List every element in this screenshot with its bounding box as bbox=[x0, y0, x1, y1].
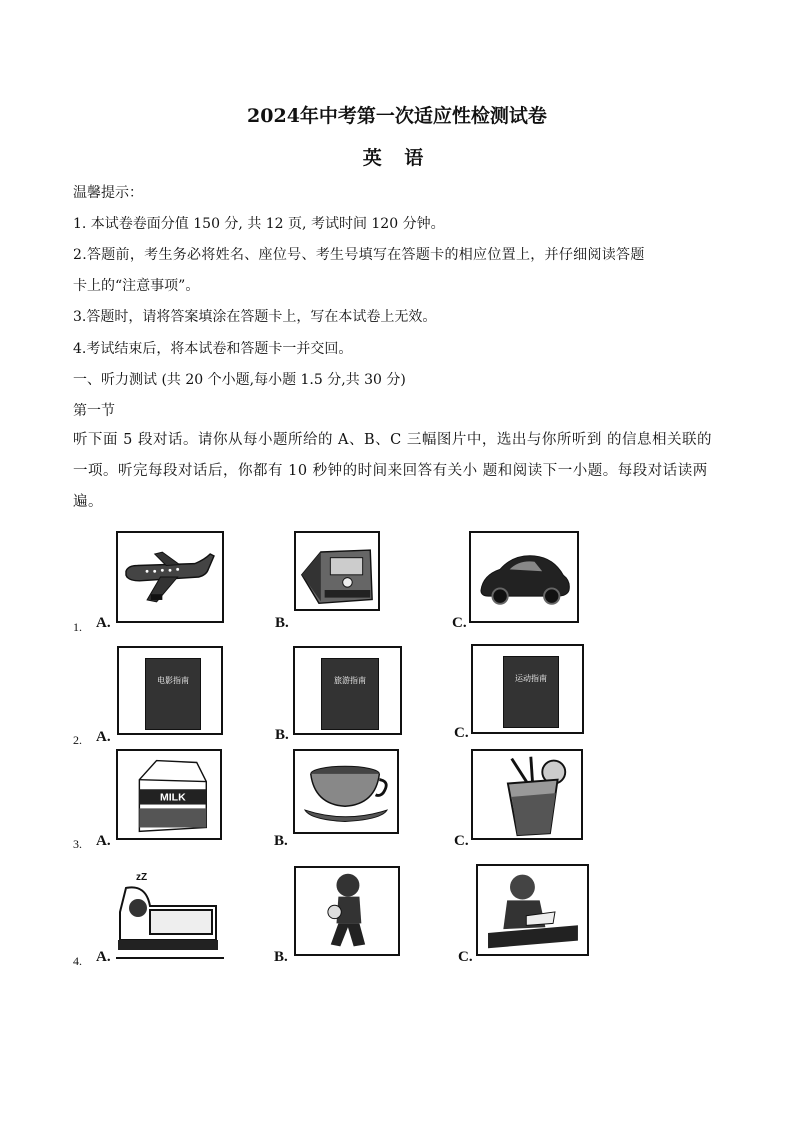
part-heading: 第一节 bbox=[73, 403, 115, 419]
instructions: 听下面 5 段对话。请你从每小题所给的 A、B、C 三幅图片中，选出与你所听到 的信息相关联的一项。听完每段对话后，你都有 10 秒钟的时间来回答有关小 题和阅读下一小题。每段对话读两遍。 bbox=[73, 432, 712, 510]
milk-carton-picture bbox=[116, 749, 222, 840]
book-title: 运动指南 bbox=[515, 674, 547, 683]
question-number: 1. bbox=[73, 620, 82, 634]
boy-with-ball-picture bbox=[294, 866, 400, 956]
question-number: 4. bbox=[73, 954, 82, 968]
train-picture bbox=[294, 531, 380, 611]
option-letter: B. bbox=[274, 833, 288, 849]
airplane-icon bbox=[118, 533, 222, 621]
milk-label: MILK bbox=[159, 791, 186, 804]
option-letter: C. bbox=[458, 949, 473, 965]
option-letter: B. bbox=[275, 615, 289, 631]
subject-title: 英 语 bbox=[362, 147, 432, 169]
option-letter: A. bbox=[96, 833, 111, 849]
book-picture bbox=[471, 644, 584, 734]
boy-with-ball-icon bbox=[296, 868, 398, 954]
option-letter: C. bbox=[454, 833, 469, 849]
tip-item: 2.答题前，考生务必将姓名、座位号、考生号填写在答题卡的相应位置上，并仔细阅读答题 bbox=[73, 247, 645, 263]
tip-item: 1. 本试卷卷面分值 150 分, 共 12 页, 考试时间 120 分钟。 bbox=[73, 216, 445, 232]
tea-cup-icon bbox=[295, 751, 397, 832]
car-picture bbox=[469, 531, 579, 623]
book-icon bbox=[145, 658, 201, 730]
book-icon bbox=[503, 656, 559, 728]
book-picture bbox=[293, 646, 402, 735]
book-title: 电影指南 bbox=[157, 676, 189, 685]
train-icon bbox=[296, 533, 378, 609]
option-letter: C. bbox=[452, 615, 467, 631]
boy-reading-picture bbox=[476, 864, 589, 956]
car-icon bbox=[471, 533, 577, 621]
book-title: 旅游指南 bbox=[334, 676, 366, 685]
option-letter: A. bbox=[96, 949, 111, 965]
boy-reading-icon bbox=[478, 866, 587, 954]
section-heading: 一、听力测试 (共 20 个小题,每小题 1.5 分,共 30 分) bbox=[73, 372, 406, 388]
juice-glass-icon bbox=[473, 751, 581, 838]
sleeping-boy-icon bbox=[116, 866, 224, 956]
option-letter: C. bbox=[454, 725, 469, 741]
milk-carton-icon bbox=[118, 751, 220, 838]
question-number: 2. bbox=[73, 733, 82, 747]
svg-text:zZ: zZ bbox=[136, 872, 148, 883]
tip-item: 3.答题时，请将答案填涂在答题卡上，写在本试卷上无效。 bbox=[73, 309, 437, 325]
option-letter: B. bbox=[275, 727, 289, 743]
tips-heading: 温馨提示： bbox=[73, 185, 143, 201]
question-number: 3. bbox=[73, 837, 82, 851]
tip-item: 4.考试结束后，将本试卷和答题卡一并交回。 bbox=[73, 341, 353, 357]
tea-cup-picture bbox=[293, 749, 399, 834]
tip-item: 卡上的“注意事项”。 bbox=[73, 278, 200, 294]
option-letter: A. bbox=[96, 615, 111, 631]
option-letter: B. bbox=[274, 949, 288, 965]
picture-baseline bbox=[116, 957, 224, 959]
juice-glass-picture bbox=[471, 749, 583, 840]
option-letter: A. bbox=[96, 729, 111, 745]
sleeping-boy-picture bbox=[116, 866, 224, 956]
exam-title: 2024年中考第一次适应性检测试卷 bbox=[247, 105, 547, 127]
airplane-picture bbox=[116, 531, 224, 623]
book-picture bbox=[117, 646, 223, 735]
book-icon bbox=[321, 658, 379, 730]
